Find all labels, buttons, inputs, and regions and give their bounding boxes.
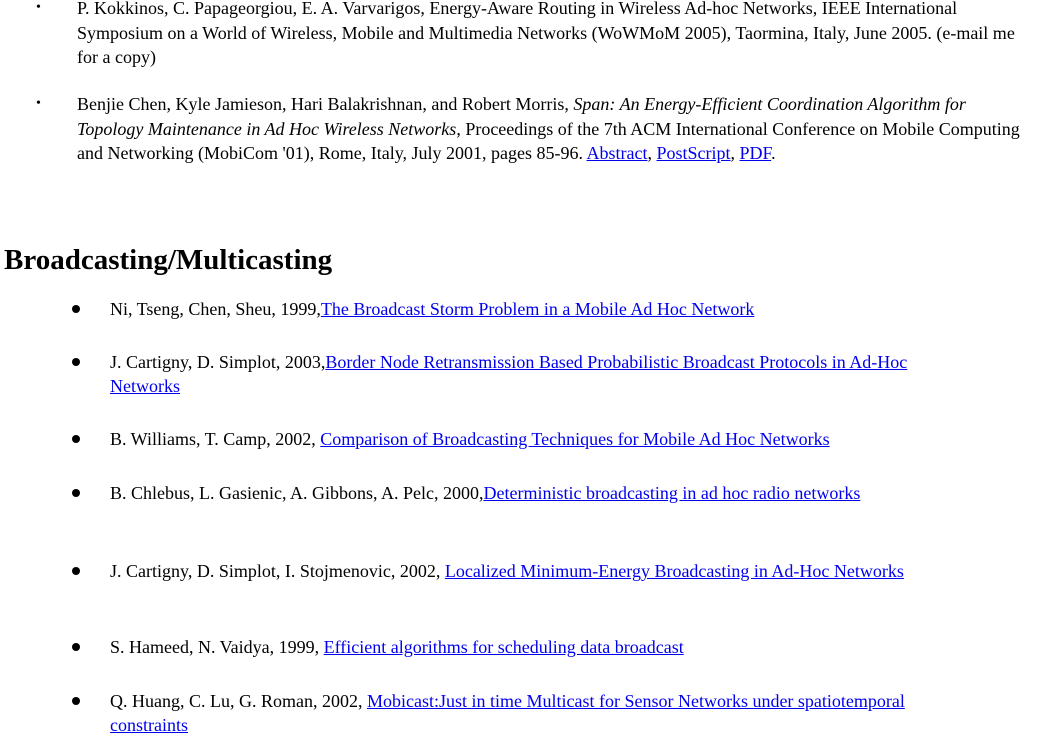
reference-prefix: J. Cartigny, D. Simplot, 2003, bbox=[110, 352, 326, 372]
reference-venue: , Proceedings of the 7th ACM International Conference on Mobile Computing and Networking (MobiCom '01), Rome, Italy, July 2001, pages 85-96. bbox=[77, 118, 1020, 163]
reference-link[interactable]: Mobicast:Just in time Multicast for Sensor Networks under spatiotemporal constraints bbox=[110, 691, 905, 735]
reference-prefix: J. Cartigny, D. Simplot, I. Stojmenovic, 2002, bbox=[110, 561, 445, 581]
list-item bbox=[0, 482, 956, 506]
reference-link[interactable]: Efficient algorithms for scheduling data broadcast bbox=[323, 637, 684, 657]
reference-title: Span: An Energy-Efficient Coordination Algorithm for Topology Maintenance in Ad Hoc Wireless Networks bbox=[77, 94, 966, 139]
reference-link[interactable]: The Broadcast Storm Problem in a Mobile Ad Hoc Network bbox=[320, 299, 755, 319]
reference-text: P. Kokkinos, C. Papageorgiou, E. A. Varvarigos, Energy-Aware Routing in Wireless Ad-hoc Networks, IEEE International Symposium on a World of Wireless, Mobile and Multimedia Networks (WoWMoM 2005), Taormina, Italy, June 2005. (e-mail me for a copy) bbox=[77, 0, 1015, 67]
bullet-icon bbox=[72, 305, 80, 313]
bullet-icon bbox=[72, 358, 80, 366]
link-separator: , bbox=[730, 143, 740, 163]
list-item bbox=[0, 0, 1037, 70]
reference-authors: Benjie Chen, Kyle Jamieson, Hari Balakrishnan, and Robert Morris, bbox=[77, 94, 574, 114]
reference-prefix: Ni, Tseng, Chen, Sheu, 1999, bbox=[110, 299, 321, 319]
reference-link[interactable]: Border Node Retransmission Based Probabilistic Broadcast Protocols in Ad-Hoc Networks bbox=[110, 352, 908, 396]
reference-link[interactable]: Comparison of Broadcasting Techniques for Mobile Ad Hoc Networks bbox=[320, 429, 830, 449]
reference-prefix: B. Chlebus, L. Gasienic, A. Gibbons, A. Pelc, 2000, bbox=[110, 483, 484, 503]
bullet-icon bbox=[72, 697, 80, 705]
reference-link[interactable]: Localized Minimum-Energy Broadcasting in Ad-Hoc Networks bbox=[444, 561, 904, 581]
abstract-link[interactable]: Abstract bbox=[586, 143, 648, 163]
bullet-icon: • bbox=[36, 0, 41, 15]
postscript-link[interactable]: PostScript bbox=[656, 143, 731, 163]
bullet-icon bbox=[72, 643, 80, 651]
bullet-icon: • bbox=[36, 96, 41, 111]
list-item bbox=[0, 690, 956, 737]
list-item bbox=[0, 298, 956, 322]
list-item bbox=[0, 428, 956, 452]
reference-prefix: S. Hameed, N. Vaidya, 1999, bbox=[110, 637, 324, 657]
link-separator: , bbox=[647, 143, 657, 163]
pdf-link[interactable]: PDF bbox=[739, 143, 772, 163]
reference-prefix: B. Williams, T. Camp, 2002, bbox=[110, 429, 321, 449]
reference-end: . bbox=[771, 143, 776, 163]
bullet-icon bbox=[72, 567, 80, 575]
list-item bbox=[0, 636, 956, 660]
section-heading: Broadcasting/Multicasting bbox=[4, 244, 333, 276]
reference-link[interactable]: Deterministic broadcasting in ad hoc radio networks bbox=[483, 483, 861, 503]
reference-prefix: Q. Huang, C. Lu, G. Roman, 2002, bbox=[110, 691, 367, 711]
list-item bbox=[0, 351, 956, 398]
bullet-icon bbox=[72, 489, 80, 497]
list-item bbox=[0, 560, 956, 584]
bullet-icon bbox=[72, 435, 80, 443]
list-item bbox=[0, 92, 1037, 166]
